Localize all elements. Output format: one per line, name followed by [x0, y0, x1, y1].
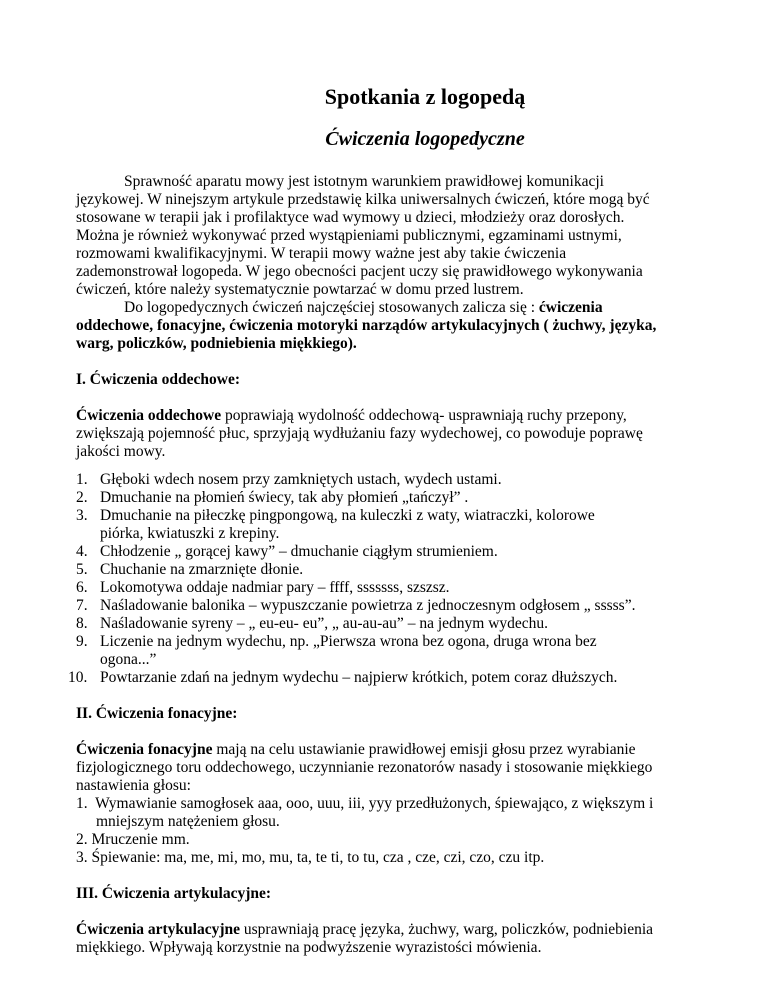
- list-item-number: 6.: [76, 579, 88, 596]
- list-item: [76, 489, 691, 507]
- list-item-text: Wymawianie samogłosek aaa, ooo, uuu, iii, yyy przedłużonych, śpiewająco, z większym i: [95, 795, 654, 812]
- intro2-bold-line: warg, policzków, podniebienia miękkiego).: [76, 335, 357, 352]
- list-item-text: Mruczenie mm.: [91, 831, 190, 848]
- document-body: [68, 173, 691, 957]
- list-item-number: 5.: [76, 561, 88, 578]
- list-item-text: Dmuchanie na piłeczkę pingpongową, na kuleczki z waty, wiatraczki, kolorowe: [100, 507, 595, 524]
- section3-lead-bold: Ćwiczenia artykulacyjne: [76, 921, 241, 938]
- list-item: [76, 543, 691, 561]
- list-item-number: 8.: [76, 615, 88, 632]
- spacer: [76, 389, 691, 407]
- list-item: [76, 633, 691, 651]
- list-item-text: Śpiewanie: ma, me, mi, mo, mu, ta, te ti, to tu, cza , cze, czi, czo, czu itp.: [91, 849, 545, 866]
- intro2-bold-line: oddechowe, fonacyjne, ćwiczenia motoryki narządów artykulacyjnych ( żuchwy, języka,: [76, 317, 657, 334]
- section2-line: nastawienia głosu:: [76, 777, 191, 794]
- spacer: [76, 353, 691, 371]
- section3-lead: [76, 921, 691, 939]
- list-item: [76, 849, 691, 867]
- intro-line: stosowane w terapii jak i profilaktyce wad wymowy u dzieci, młodzieży oraz dorosłych.: [76, 209, 625, 226]
- list-item-number: 2.: [76, 831, 88, 848]
- spacer: [76, 687, 691, 705]
- section3-lead-rest: usprawniają pracę języka, żuchwy, warg, policzków, podniebienia: [240, 921, 654, 938]
- list-item-text: Liczenie na jednym wydechu, np. „Pierwsza wrona bez ogona, druga wrona bez: [100, 633, 597, 650]
- section1-lead-rest: poprawiają wydolność oddechową- usprawniają ruchy przepony,: [221, 407, 627, 424]
- list-item-number: 4.: [76, 543, 88, 560]
- list-item: [76, 507, 691, 525]
- section3-line: miękkiego. Wpływają korzystnie na podwyższenie wyrazistości mówienia.: [76, 939, 542, 956]
- list-item-number: 1.: [76, 795, 88, 812]
- spacer: [76, 903, 691, 921]
- intro-line: rozmowami kwalifikacyjnymi. W terapii mowy ważne jest aby takie ćwiczenia: [76, 245, 567, 262]
- section1-line: zwiększają pojemność płuc, sprzyjają wydłużaniu fazy wydechowej, co powoduje poprawę: [76, 425, 643, 442]
- intro-line: Można je również wykonywać przed wystąpieniami publicznymi, egzaminami ustnymi,: [76, 227, 622, 244]
- section2-lead: [76, 741, 691, 759]
- section-heading-fonacyjne: II. Ćwiczenia fonacyjne:: [76, 705, 238, 722]
- list-item-text: Naśladowanie syreny – „ eu-eu- eu”, „ au-au-au” – na jednym wydechu.: [100, 615, 549, 632]
- page-subtitle: Ćwiczenia logopedyczne: [325, 128, 525, 150]
- section1-line: jakości mowy.: [76, 443, 166, 460]
- breathing-exercise-list: [68, 471, 691, 687]
- section-heading-artykulacyjne: III. Ćwiczenia artykulacyjne:: [76, 885, 272, 902]
- intro2-line: [76, 299, 691, 317]
- list-item-text: Chłodzenie „ gorącej kawy” – dmuchanie ciągłym strumieniem.: [100, 543, 498, 560]
- list-item-text: Dmuchanie na płomień świecy, tak aby płomień „tańczył” .: [100, 489, 469, 506]
- list-item-text: Powtarzanie zdań na jednym wydechu – najpierw krótkich, potem coraz dłuższych.: [100, 669, 618, 686]
- list-item-number: 3.: [76, 507, 88, 524]
- list-item: [68, 669, 691, 687]
- section2-lead-rest: mają na celu ustawianie prawidłowej emisji głosu przez wyrabianie: [212, 741, 636, 758]
- list-item: [76, 795, 691, 813]
- intro2-bold: ćwiczenia: [538, 299, 603, 316]
- intro-line: zademonstrował logopeda. W jego obecności pacjent uczy się prawidłowego wykonywania: [76, 263, 643, 280]
- list-item-number: 10.: [68, 669, 88, 686]
- intro2-lead: Do logopedycznych ćwiczeń najczęściej stosowanych zalicza się :: [124, 299, 539, 316]
- list-item-text: Lokomotywa oddaje nadmiar pary – ffff, sssssss, szszsz.: [100, 579, 450, 596]
- section2-lead-bold: Ćwiczenia fonacyjne: [76, 741, 213, 758]
- intro-line: ćwiczeń, które należy systematycznie powtarzać w domu przed lustrem.: [76, 281, 524, 298]
- intro-line: Sprawność aparatu mowy jest istotnym warunkiem prawidłowej komunikacji: [124, 173, 604, 190]
- list-item: [76, 615, 691, 633]
- list-item: [76, 471, 691, 489]
- list-item: [76, 561, 691, 579]
- spacer: [76, 461, 691, 471]
- list-item-number: 2.: [76, 489, 88, 506]
- list-item-text: Głęboki wdech nosem przy zamkniętych ustach, wydech ustami.: [100, 471, 502, 488]
- list-item: [76, 831, 691, 849]
- list-item: [76, 579, 691, 597]
- list-item-number: 7.: [76, 597, 88, 614]
- section-heading-oddechowe: I. Ćwiczenia oddechowe:: [76, 371, 241, 388]
- list-item-continuation: ogona...”: [100, 651, 157, 668]
- list-item: [76, 597, 691, 615]
- page-title: Spotkania z logopedą: [324, 84, 526, 109]
- phonation-exercise-list: [76, 795, 691, 867]
- section1-lead: [76, 407, 691, 425]
- list-item-continuation: mniejszym natężeniem głosu.: [96, 813, 280, 830]
- spacer: [76, 723, 691, 741]
- spacer: [76, 867, 691, 885]
- list-item-continuation: piórka, kwiatuszki z krepiny.: [100, 525, 280, 542]
- section2-line: fizjologicznego toru oddechowego, uczynnianie rezonatorów nasady i stosowanie miękkiego: [76, 759, 653, 776]
- list-item-number: 3.: [76, 849, 88, 866]
- list-item-number: 1.: [76, 471, 88, 488]
- section1-lead-bold: Ćwiczenia oddechowe: [76, 407, 222, 424]
- list-item-text: Chuchanie na zmarznięte dłonie.: [100, 561, 304, 578]
- list-item-text: Naśladowanie balonika – wypuszczanie powietrza z jednoczesnym odgłosem „ sssss”.: [100, 597, 636, 614]
- list-item-number: 9.: [76, 633, 88, 650]
- intro-line: językowej. W ninejszym artykule przedstawię kilka uniwersalnych ćwiczeń, które mogą być: [76, 191, 650, 208]
